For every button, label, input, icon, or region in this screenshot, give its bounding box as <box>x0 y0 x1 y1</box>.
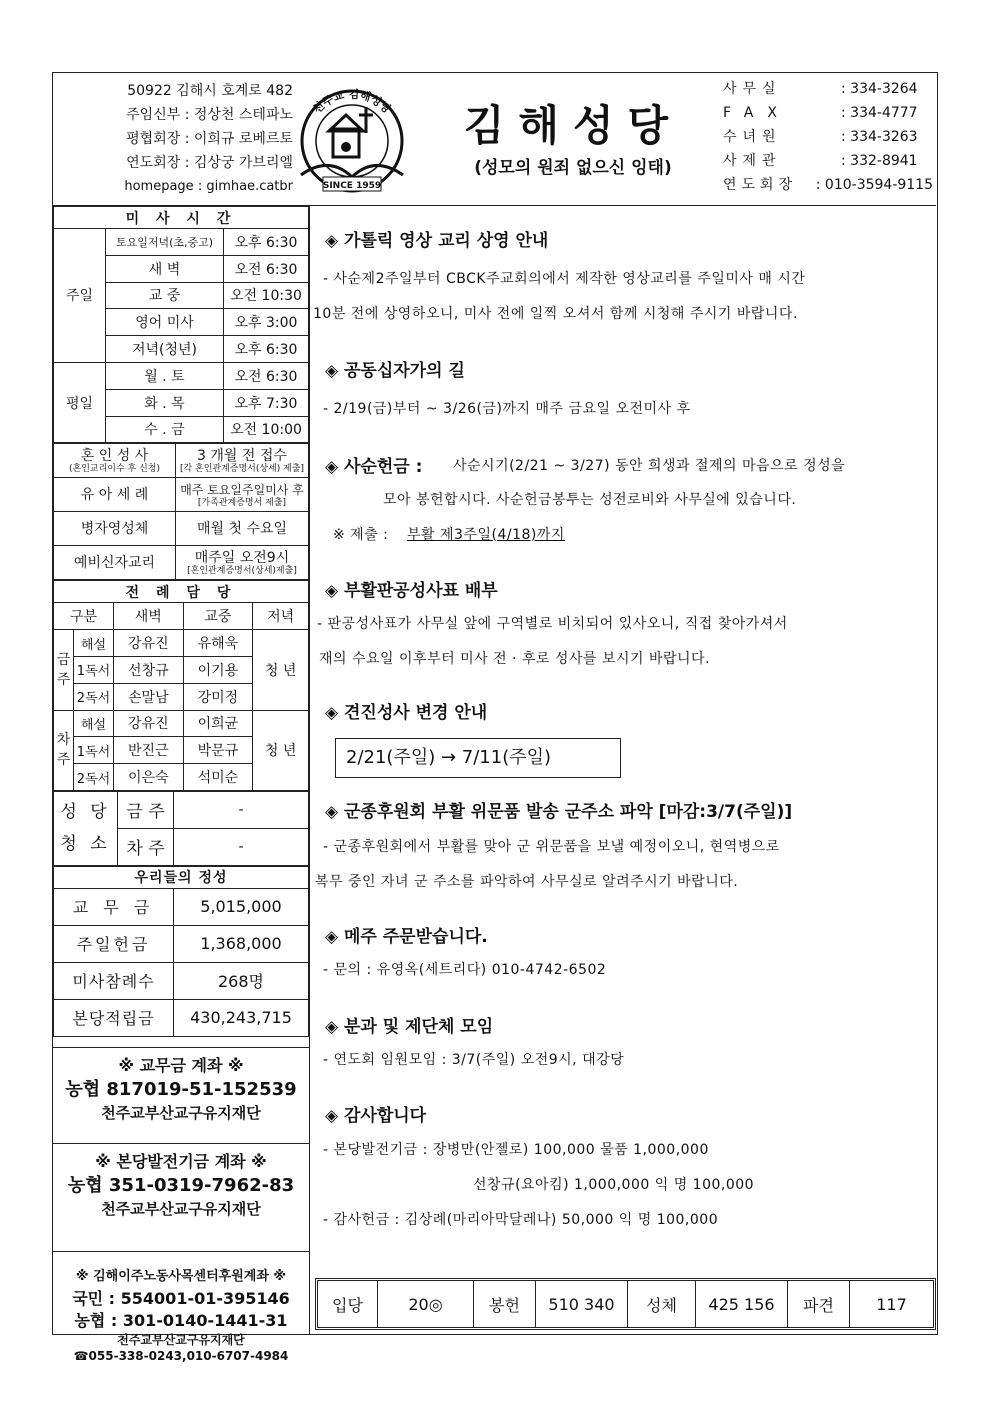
notice-line: - 연도회 임원모임 : 3/7(주일) 오전9시, 대강당 <box>323 1052 625 1068</box>
notice-line: 사순시기(2/21 ~ 3/27) 동안 희생과 절제의 마음으로 정성을 <box>453 458 846 474</box>
account-number: 농협 351-0319-7962-83 <box>67 1174 295 1196</box>
notice-title: ◈ 부활판공성사표 배부 <box>325 581 498 601</box>
contact-office: 사무실 : 334-3264 <box>723 81 918 97</box>
stat-value: 20◎ <box>378 1281 474 1327</box>
mass-name: 새 벽 <box>106 255 224 282</box>
mass-name: 교 중 <box>106 282 224 309</box>
notice-title: ◈ 군종후원회 부활 위문품 발송 군주소 파악 [마감:3/7(주일)] <box>325 802 793 822</box>
reader: 강유진 <box>114 630 184 657</box>
notice-title: ◈ 공동십자가의 길 <box>325 361 465 381</box>
reader: 이은숙 <box>114 764 184 791</box>
stat-value: 425 156 <box>696 1281 788 1327</box>
offering-label: 미사참례수 <box>54 962 174 999</box>
reader: 강미정 <box>183 683 253 710</box>
offering-heading: 우리들의 정성 <box>54 866 309 888</box>
notice-title: ◈ 메주 주문받습니다. <box>325 927 488 947</box>
evening-team: 청 년 <box>253 630 309 710</box>
reader: 박문규 <box>183 737 253 764</box>
mass-time: 오후 7:30 <box>224 389 309 416</box>
liturgy-col: 교중 <box>183 603 253 630</box>
notice-line: - 군종후원회에서 부활를 맞아 군 위문품을 보낼 예정이오니, 현역병으로 <box>323 839 780 855</box>
offering-label: 주일헌금 <box>54 925 174 962</box>
liturgy-col: 저녁 <box>253 603 309 630</box>
sacrament-value: 매주일 오전9시 <box>194 549 290 566</box>
offering-value: 430,243,715 <box>174 999 309 1036</box>
offering-label: 교 무 금 <box>54 888 174 925</box>
mass-time: 오후 6:30 <box>224 229 309 256</box>
liturgy-table <box>53 580 309 791</box>
cleaning-next-value: - <box>174 828 309 865</box>
offering-table <box>53 866 309 1037</box>
labor-center-owner: 천주교부산교구유지재단 <box>117 1332 245 1347</box>
notices-column <box>311 206 936 1334</box>
role: 1독서 <box>74 737 114 764</box>
labor-center-title: ※ 김해이주노동사목센터후원계좌 ※ <box>75 1268 287 1284</box>
notice-title: ◈ 감사합니다 <box>325 1106 427 1126</box>
development-fund-account <box>53 1143 309 1239</box>
mass-time: 오후 6:30 <box>224 336 309 363</box>
logo-arc-text: 천주교 김해성당 <box>310 87 394 116</box>
confirmation-date-box: 2/21(주일) → 7/11(주일) <box>335 738 621 778</box>
homepage[interactable]: homepage : gimhae.catbr <box>124 179 293 194</box>
mass-time: 오전 10:30 <box>224 282 309 309</box>
notice-line: ※ 제출 : <box>333 527 389 543</box>
sacrament-table <box>53 443 309 580</box>
notice-line: 모아 봉헌합시다. 사순헌금봉투는 성전로비와 사무실에 있습니다. <box>383 492 797 508</box>
notice-title: ◈ 사순헌금 : <box>325 457 423 477</box>
sacrament-value-note: [혼인관계증명서(상세)제출] <box>187 565 297 576</box>
account-title: ※ 본당발전기금 계좌 ※ <box>95 1151 267 1171</box>
stat-label: 파견 <box>788 1281 850 1327</box>
reader: 이기용 <box>183 656 253 683</box>
role: 2독서 <box>74 683 114 710</box>
notice-line: - 본당발전기금 : 장병만(안젤로) 100,000 물품 1,000,000 <box>323 1142 709 1158</box>
reader: 손말남 <box>114 683 184 710</box>
account-number: 농협 817019-51-152539 <box>65 1078 297 1100</box>
mass-time: 오후 3:00 <box>224 309 309 336</box>
mass-name: 화 . 목 <box>106 389 224 416</box>
reader: 선창규 <box>114 656 184 683</box>
notice-title: ◈ 견진성사 변경 안내 <box>325 703 488 723</box>
stat-value: 117 <box>876 1294 907 1314</box>
parish-logo <box>289 85 415 197</box>
mass-name: 영어 미사 <box>106 309 224 336</box>
sunday-label: 주일 <box>54 229 106 363</box>
contact-fax: FAX : 334-4777 <box>723 105 918 121</box>
notice-title: ◈ 가톨릭 영상 교리 상영 안내 <box>325 231 549 251</box>
header-info <box>53 79 293 199</box>
notice-line: - 문의 : 유영옥(세트리다) 010-4742-6502 <box>323 962 607 978</box>
sacrament-value: 3 개월 전 접수 <box>197 447 287 464</box>
reader: 석미순 <box>183 764 253 791</box>
cleaning-this-value: - <box>174 791 309 828</box>
contact-sodality: 연도회장 : 010-3594-9115 <box>723 177 933 193</box>
mass-time: 오전 6:30 <box>224 255 309 282</box>
sacrament-name: 예비신자교리 <box>73 554 156 571</box>
mass-heading: 미 사 시 간 <box>54 207 309 229</box>
sacrament-value: 매월 첫 수요일 <box>196 520 288 537</box>
this-week-label: 금주 <box>54 630 74 710</box>
pastor: 주임신부 : 정상천 스테파노 <box>126 107 293 123</box>
offering-label: 본당적립금 <box>54 999 174 1036</box>
liturgy-col: 새벽 <box>114 603 184 630</box>
bulletin-frame <box>52 72 938 1363</box>
sacrament-value-note: [각 혼인관계증명서(상세) 제출] <box>179 463 305 474</box>
cleaning-label: 성 당 청 소 <box>54 791 118 865</box>
offering-value: 5,015,000 <box>174 888 309 925</box>
offering-value: 1,368,000 <box>174 925 309 962</box>
notice-line: - 판공성사표가 사무실 앞에 구역별로 비치되어 있사오니, 직접 찾아가셔서 <box>317 616 788 632</box>
sacrament-value-note: [가족관계증명서 제출] <box>197 497 287 508</box>
header <box>53 73 936 206</box>
notice-deadline: 부활 제3주일(4/18)까지 <box>407 527 565 543</box>
sodality-president: 연도회장 : 김상궁 가브리엘 <box>126 155 293 171</box>
sacrament-value: 매주 토요일주일미사 후 <box>180 482 304 497</box>
contact-list <box>723 77 933 197</box>
tithe-account <box>53 1047 309 1143</box>
logo-since: SINCE 1959 <box>322 181 382 191</box>
mass-name: 월 . 토 <box>106 362 224 389</box>
next-week-label: 차주 <box>54 710 74 790</box>
notice-line: 복무 중인 자녀 군 주소를 파악하여 사무실로 알려주시기 바랍니다. <box>315 874 739 890</box>
reader: 이희균 <box>183 710 253 737</box>
notice-title: ◈ 분과 및 제단체 모임 <box>325 1017 494 1037</box>
labor-center-phone: ☎055-338-0243,010-6707-4984 <box>73 1348 289 1363</box>
cleaning-next-week: 차 주 <box>118 828 174 865</box>
left-column <box>53 206 310 1363</box>
account-owner: 천주교부산교구유지재단 <box>101 1199 261 1218</box>
notice-line: 10분 전에 상영하오니, 미사 전에 일찍 오셔서 함께 시청해 주시기 바랍니다. <box>313 306 798 322</box>
reader: 강유진 <box>114 710 184 737</box>
notice-line: - 사순제2주일부터 CBCK주교회의에서 제작한 영상교리를 주일미사 매 시간 <box>323 271 806 287</box>
notice-line: 선창규(요아킴) 1,000,000 익 명 100,000 <box>473 1177 755 1193</box>
sacrament-name: 병자영성체 <box>80 520 149 537</box>
role: 해설 <box>74 710 114 737</box>
labor-center-account <box>53 1251 309 1381</box>
stat-label: 입당 <box>318 1281 378 1327</box>
role: 2독서 <box>74 764 114 791</box>
address: 50922 김해시 호계로 482 <box>127 83 293 99</box>
liturgy-col: 구분 <box>54 603 114 630</box>
mass-schedule-table <box>53 206 309 443</box>
account-title: ※ 교무금 계좌 ※ <box>118 1055 244 1075</box>
cleaning-table <box>53 791 309 866</box>
role: 1독서 <box>74 656 114 683</box>
mass-time: 오전 10:00 <box>224 416 309 443</box>
contact-convent: 수녀원 : 334-3263 <box>723 129 918 145</box>
labor-center-line2: 농협 : 301-0140-1441-31 <box>74 1310 288 1330</box>
mass-name: 수 . 금 <box>106 416 224 443</box>
notice-line: 재의 수요일 이후부터 미사 전 · 후로 성사를 보시기 바랍니다. <box>319 651 711 667</box>
account-owner: 천주교부산교구유지재단 <box>101 1103 261 1122</box>
sacrament-note: (혼인교리이수 후 신청) <box>69 463 160 474</box>
weekday-label: 평일 <box>54 362 106 442</box>
evening-team: 청 년 <box>253 710 309 790</box>
notice-line: - 감사헌금 : 김상례(마리아막달레나) 50,000 익 명 100,000 <box>323 1212 719 1228</box>
offering-value: 268명 <box>174 962 309 999</box>
cleaning-this-week: 금 주 <box>118 791 174 828</box>
mass-name: 토요일저녁(초,중고) <box>106 229 224 256</box>
sacrament-name: 유 아 세 례 <box>80 486 149 503</box>
parish-subtitle: (성모의 원죄 없으신 잉태) <box>474 158 672 178</box>
role: 해설 <box>74 630 114 657</box>
mass-name: 저녁(청년) <box>106 336 224 363</box>
sacrament-name: 혼 인 성 사 <box>80 447 149 464</box>
labor-center-line1: 국민 : 554001-01-395146 <box>72 1288 290 1308</box>
mass-time: 오전 6:30 <box>224 362 309 389</box>
reader: 반진근 <box>114 737 184 764</box>
attendance-stats <box>315 1278 936 1330</box>
contact-rectory: 사제관 : 332-8941 <box>723 153 918 169</box>
stat-value: 510 340 <box>536 1281 628 1327</box>
stat-label: 봉헌 <box>474 1281 536 1327</box>
reader: 유해욱 <box>183 630 253 657</box>
parish-title: 김해성당 <box>463 101 683 150</box>
stat-label: 성체 <box>628 1281 696 1327</box>
liturgy-heading: 전 례 담 당 <box>54 581 309 603</box>
notice-line: - 2/19(금)부터 ~ 3/26(금)까지 매주 금요일 오전미사 후 <box>323 401 691 417</box>
council-president: 평협회장 : 이희규 로베르토 <box>126 131 293 147</box>
